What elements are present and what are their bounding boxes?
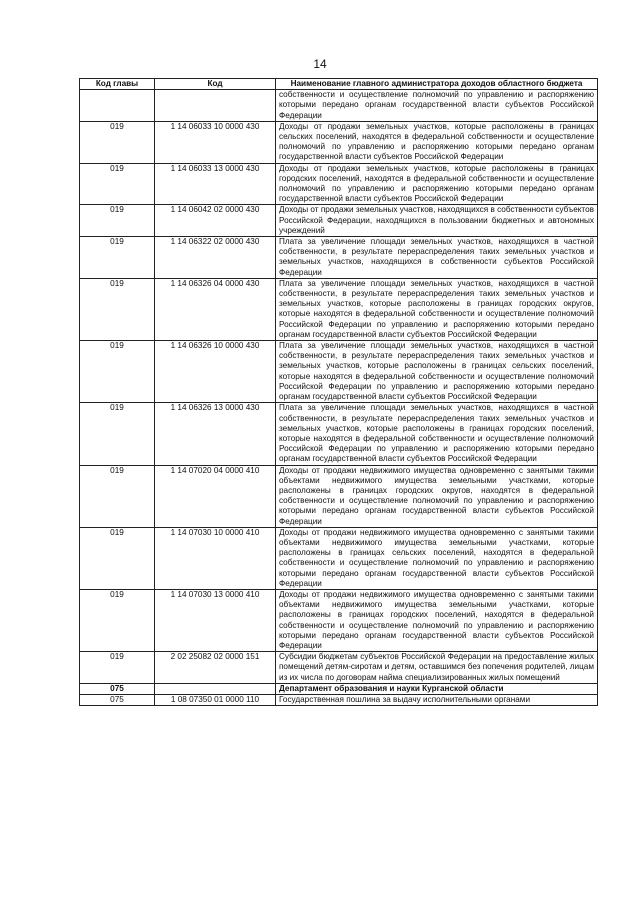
table-row xyxy=(80,278,598,340)
table-row xyxy=(80,121,598,163)
name-cell: Государственная пошлина за выдачу исполнительными органами xyxy=(276,694,598,705)
table-row xyxy=(80,403,598,465)
code-cell xyxy=(155,90,276,122)
chapter-cell: 019 xyxy=(80,205,155,237)
chapter-cell xyxy=(80,90,155,122)
department-row xyxy=(80,683,598,694)
code-cell: 1 14 06033 10 0000 430 xyxy=(155,121,276,163)
revenue-administrators-table xyxy=(79,78,598,706)
name-cell: Плата за увеличение площади земельных участков, находящихся в частной собственности, в результате перераспределения таких земельных участков и земельных участков, которые расположены в границах сельских поселений, которые находятся в федеральной собственности и осуществление полномочий Российской Федерации по управлению и распоряжению которыми передано органам государственной власти субъектов Российской Федерации xyxy=(276,341,598,403)
chapter-cell: 019 xyxy=(80,341,155,403)
name-cell: Субсидии бюджетам субъектов Российской Федерации на предоставление жилых помещений детям-сиротам и детям, оставшимся без попечения родителей, лицам из их числа по договорам найма специализированных жилых помещений xyxy=(276,652,598,684)
name-cell: Доходы от продажи земельных участков, находящихся в собственности субъектов Российской Федерации, находящихся в пользовании бюджетных и автономных учреждений xyxy=(276,205,598,237)
chapter-cell: 019 xyxy=(80,121,155,163)
code-cell: 1 14 06326 10 0000 430 xyxy=(155,341,276,403)
name-cell: Доходы от продажи недвижимого имущества одновременно с занятыми такими объектами недвижимого имущества земельными участками, которые расположены в границах городских поселений, находятся в федеральной собственности и осуществление полномочий по управлению и распоряжению которыми передано органам государственной власти субъектов Российской Федерации xyxy=(276,589,598,651)
chapter-cell: 019 xyxy=(80,278,155,340)
code-cell: 1 14 07030 13 0000 410 xyxy=(155,589,276,651)
table-row xyxy=(80,694,598,705)
table-row xyxy=(80,205,598,237)
chapter-cell: 019 xyxy=(80,237,155,279)
name-cell: собственности и осуществление полномочий по управлению и распоряжению которыми передано органам государственной власти субъектов Российской Федерации xyxy=(276,90,598,122)
table-row xyxy=(80,163,598,205)
page-number: 14 xyxy=(313,57,327,71)
name-cell: Плата за увеличение площади земельных участков, находящихся в частной собственности, в результате перераспределения таких земельных участков и земельных участков, которые расположены в границах городских округов, которые находятся в федеральной собственности и осуществление полномочий Российской Федерации по управлению и распоряжению которыми передано органам государственной власти субъектов Российской Федерации xyxy=(276,278,598,340)
chapter-cell: 019 xyxy=(80,163,155,205)
code-cell: 1 14 06326 13 0000 430 xyxy=(155,403,276,465)
code-cell: 1 14 06033 13 0000 430 xyxy=(155,163,276,205)
code-cell: 1 08 07350 01 0000 110 xyxy=(155,694,276,705)
name-cell: Плата за увеличение площади земельных участков, находящихся в частной собственности, в результате перераспределения таких земельных участков и земельных участков, которые расположены в границах городских поселений, которые находятся в федеральной собственности и осуществление полномочий Российской Федерации по управлению и распоряжению которыми передано органам государственной власти субъектов Российской Федерации xyxy=(276,403,598,465)
name-cell: Доходы от продажи земельных участков, которые расположены в границах сельских поселений, находятся в федеральной собственности и осуществление полномочий по управлению и распоряжению которыми передано органам государственной власти субъектов Российской Федерации xyxy=(276,121,598,163)
table-row xyxy=(80,90,598,122)
code-cell: 1 14 07030 10 0000 410 xyxy=(155,527,276,589)
code-cell: 1 14 06326 04 0000 430 xyxy=(155,278,276,340)
name-cell: Доходы от продажи недвижимого имущества одновременно с занятыми такими объектами недвижимого имущества земельными участками, которые расположены в границах сельских поселений, находятся в федеральной собственности и осуществление полномочий по управлению и распоряжению которыми передано органам государственной власти субъектов Российской Федерации xyxy=(276,527,598,589)
table-row xyxy=(80,527,598,589)
chapter-cell: 019 xyxy=(80,403,155,465)
header-name: Наименование главного администратора доходов областного бюджета xyxy=(276,79,598,90)
table-row xyxy=(80,465,598,527)
chapter-cell: 075 xyxy=(80,694,155,705)
header-code: Код xyxy=(155,79,276,90)
table-header-row xyxy=(80,79,598,90)
name-cell: Доходы от продажи земельных участков, которые расположены в границах городских поселений, находятся в федеральной собственности и осуществление полномочий по управлению и распоряжению которыми передано органам государственной власти субъектов Российской Федерации xyxy=(276,163,598,205)
table-row xyxy=(80,652,598,684)
code-cell: 1 14 07020 04 0000 410 xyxy=(155,465,276,527)
chapter-cell: 075 xyxy=(80,683,155,694)
code-cell xyxy=(155,683,276,694)
table-row xyxy=(80,237,598,279)
table-row xyxy=(80,589,598,651)
department-name-cell: Департамент образования и науки Курганской области xyxy=(276,683,598,694)
name-cell: Доходы от продажи недвижимого имущества одновременно с занятыми такими объектами недвижимого имущества земельными участками, которые расположены в границах городских округов, находятся в федеральной собственности и осуществление полномочий по управлению и распоряжению которыми передано органам государственной власти субъектов Российской Федерации xyxy=(276,465,598,527)
code-cell: 1 14 06042 02 0000 430 xyxy=(155,205,276,237)
chapter-cell: 019 xyxy=(80,527,155,589)
table-row xyxy=(80,341,598,403)
code-cell: 1 14 06322 02 0000 430 xyxy=(155,237,276,279)
table-body xyxy=(80,90,598,706)
header-chapter-code: Код главы xyxy=(80,79,155,90)
name-cell: Плата за увеличение площади земельных участков, находящихся в частной собственности, в результате перераспределения таких земельных участков и земельных участков, находящихся в собственности субъектов Российской Федерации xyxy=(276,237,598,279)
code-cell: 2 02 25082 02 0000 151 xyxy=(155,652,276,684)
chapter-cell: 019 xyxy=(80,652,155,684)
chapter-cell: 019 xyxy=(80,465,155,527)
chapter-cell: 019 xyxy=(80,589,155,651)
